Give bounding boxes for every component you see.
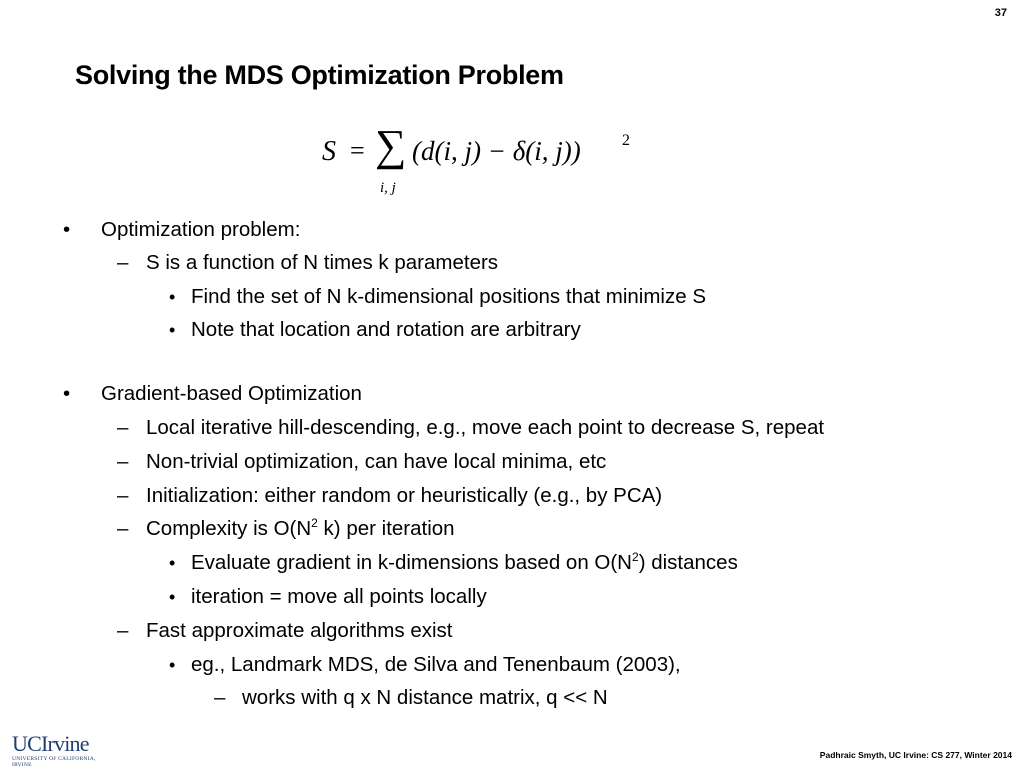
slide-number: 37	[994, 7, 1007, 19]
list-item-text: Optimization problem:	[101, 218, 301, 241]
slide-footer: Padhraic Smyth, UC Irvine: CS 277, Winter 2014	[819, 750, 1012, 760]
bullet-marker: •	[63, 218, 71, 241]
list-item-text: eg., Landmark MDS, de Silva and Tenenbaum (2003),	[191, 653, 681, 676]
list-item-text	[146, 516, 455, 542]
list-item-text: Local iterative hill-descending, e.g., move each point to decrease S, repeat	[146, 416, 825, 439]
superscript: 2	[632, 550, 639, 564]
dash-marker: –	[117, 517, 129, 540]
formula-equals: =	[350, 136, 365, 165]
superscript: 2	[311, 516, 318, 530]
text-fragment: Complexity is O(N	[146, 517, 312, 540]
dash-marker: –	[117, 450, 129, 473]
logo-wordmark: UCIrvine	[12, 731, 89, 756]
summation-symbol: ∑	[375, 121, 407, 170]
bullet-marker: •	[169, 287, 176, 307]
list-item-text: works with q x N distance matrix, q << N	[242, 686, 608, 709]
list-item-text: Note that location and rotation are arbitrary	[191, 318, 581, 341]
formula-subscript: i, j	[380, 180, 396, 196]
list-item-text: Gradient-based Optimization	[101, 382, 362, 405]
logo-tagline: UNIVERSITY OF CALIFORNIA, IRVINE	[12, 756, 96, 768]
list-item-text	[191, 550, 738, 576]
formula-body: (d(i, j) − δ(i, j))	[412, 136, 581, 166]
dash-marker: –	[214, 686, 226, 709]
text-fragment: ) distances	[638, 551, 738, 574]
dash-marker: –	[117, 619, 129, 642]
uc-irvine-logo	[12, 731, 102, 768]
stress-formula	[322, 121, 642, 202]
dash-marker: –	[117, 484, 129, 507]
list-item-text: Find the set of N k-dimensional positions that minimize S	[191, 285, 707, 308]
bullet-marker: •	[169, 587, 176, 607]
bullet-marker: •	[169, 553, 176, 573]
text-fragment: Evaluate gradient in k-dimensions based on O(N	[191, 551, 632, 574]
dash-marker: –	[117, 416, 129, 439]
list-item-text: Initialization: either random or heuristically (e.g., by PCA)	[146, 484, 663, 507]
list-item-text: Fast approximate algorithms exist	[146, 619, 453, 642]
list-item-text: S is a function of N times k parameters	[146, 251, 499, 274]
list-item-text: iteration = move all points locally	[191, 585, 487, 608]
text-fragment: k) per iteration	[317, 517, 455, 540]
list-item-text: Non-trivial optimization, can have local minima, etc	[146, 450, 607, 473]
bullet-marker: •	[169, 655, 176, 675]
slide-title: Solving the MDS Optimization Problem	[75, 60, 564, 90]
formula-lhs: S	[322, 136, 336, 167]
dash-marker: –	[117, 251, 129, 274]
formula-exponent: 2	[622, 132, 630, 149]
bullet-marker: •	[169, 320, 176, 340]
bullet-marker: •	[63, 382, 71, 405]
